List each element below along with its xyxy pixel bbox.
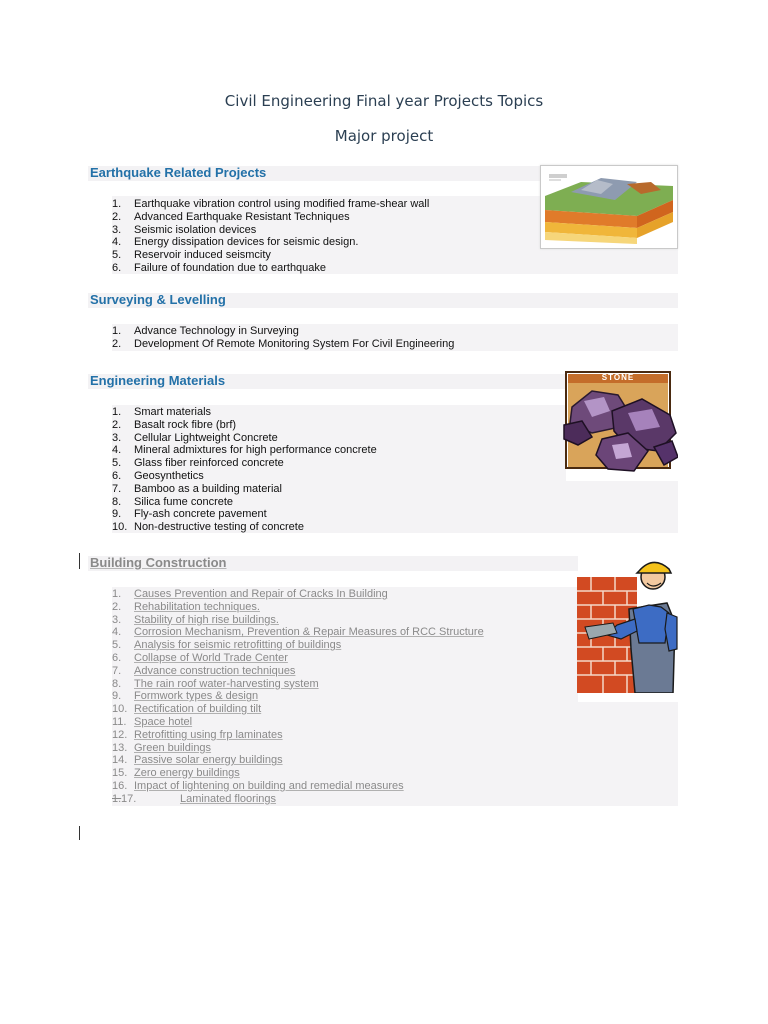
list-item: 3. Cellular Lightweight Concrete xyxy=(112,431,278,444)
document-subtitle: Major project xyxy=(334,127,434,145)
list-item: 15. Zero energy buildings xyxy=(112,767,240,780)
list-item: 2. Rehabilitation techniques. xyxy=(112,600,260,613)
change-bar xyxy=(79,826,80,840)
section-heading-materials: Engineering Materials xyxy=(90,373,226,388)
stone-label: STONE xyxy=(601,373,635,382)
list-item: 4. Mineral admixtures for high performance concrete xyxy=(112,444,377,457)
list-item: 6. Collapse of World Trade Center xyxy=(112,651,288,664)
bricklayer-illustration xyxy=(577,553,679,693)
list-item: 2. Development Of Remote Monitoring System For Civil Engineering xyxy=(112,337,455,350)
list-item: 1. Earthquake vibration control using modified frame-shear wall xyxy=(112,198,430,210)
list-item: 7. Advance construction techniques xyxy=(112,664,296,677)
list-item: 2. Basalt rock fibre (brf) xyxy=(112,418,237,431)
list-item: 8. The rain roof water-harvesting system xyxy=(112,677,319,690)
list-item: 9. Fly-ash concrete pavement xyxy=(112,508,267,521)
list-item: 6. Failure of foundation due to earthquake xyxy=(112,261,327,274)
section-heading-earthquake: Earthquake Related Projects xyxy=(90,165,267,180)
list-item: 14. Passive solar energy buildings xyxy=(112,754,283,767)
deleted-number: 1. xyxy=(112,792,122,805)
list-item: 5. Analysis for seismic retrofitting of buildings xyxy=(112,639,342,652)
list-item: 6. Geosynthetics xyxy=(112,469,204,482)
earthquake-list xyxy=(112,198,429,275)
stone-illustration xyxy=(562,371,678,477)
earth-layers-image xyxy=(540,165,678,249)
list-item: 10. Rectification of building tilt xyxy=(112,703,262,716)
list-item: 1. Causes Prevention and Repair of Cracks In Building xyxy=(112,588,388,600)
list-item: 12. Retrofitting using frp laminates xyxy=(112,728,283,741)
list-item: 2. Advanced Earthquake Resistant Techniques xyxy=(112,210,350,223)
list-item: 13. Green buildings xyxy=(112,741,212,754)
worker-clipart xyxy=(577,553,679,693)
list-item: 4. Energy dissipation devices for seismic design. xyxy=(112,236,359,249)
materials-list xyxy=(112,406,377,534)
surveying-list xyxy=(112,325,454,351)
document-title: Civil Engineering Final year Projects Topics xyxy=(224,92,544,110)
list-item: 9. Formwork types & design xyxy=(112,690,259,703)
list-item: 3. Seismic isolation devices xyxy=(112,223,257,236)
list-item: 1.17. Laminated floorings xyxy=(112,792,277,805)
list-item: 1. Advance Technology in Surveying xyxy=(112,325,299,337)
construction-list xyxy=(112,588,484,806)
list-item: 3. Stability of high rise buildings. xyxy=(112,613,279,626)
list-item: 7. Bamboo as a building material xyxy=(112,482,282,495)
list-item: 8. Silica fume concrete xyxy=(112,495,234,508)
list-item: 5. Reservoir induced seismcity xyxy=(112,249,271,262)
list-item: 10. Non-destructive testing of concrete xyxy=(112,521,304,534)
change-bar xyxy=(79,553,80,569)
list-item: 11. Space hotel xyxy=(112,715,193,728)
section-heading-construction: Building Construction xyxy=(90,555,227,570)
stone-clipart xyxy=(562,371,678,477)
section-heading-surveying: Surveying & Levelling xyxy=(90,292,226,307)
list-item: 16. Impact of lightening on building and remedial measures xyxy=(112,779,404,792)
list-item: 5. Glass fiber reinforced concrete xyxy=(112,457,284,470)
earth-layers-illustration xyxy=(541,166,677,248)
list-item: 4. Corrosion Mechanism, Prevention & Repair Measures of RCC Structure xyxy=(112,626,484,639)
list-item: 1. Smart materials xyxy=(112,406,212,418)
